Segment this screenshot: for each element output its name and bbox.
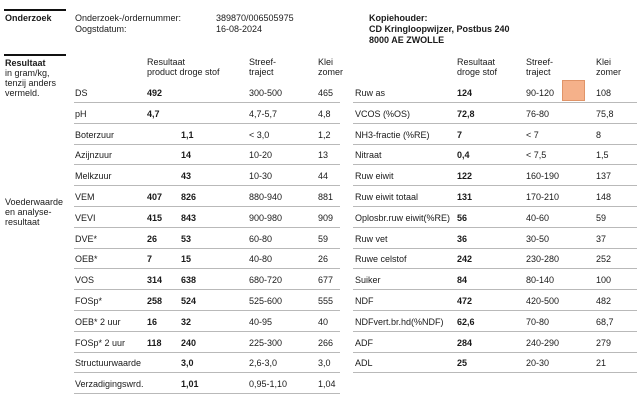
left-row-name: OEB* 2 uur: [75, 317, 121, 327]
right-row-dry-value: 131: [457, 192, 473, 202]
right-row-target: 40-60: [526, 213, 550, 223]
left-row-divider: [74, 102, 340, 103]
left-row-dry-value: 32: [181, 317, 192, 327]
right-row-dry-value: 7: [457, 130, 463, 140]
right-row-name: VCOS (%OS): [355, 109, 411, 119]
left-row-divider: [74, 331, 340, 332]
left-row-clay: 59: [318, 234, 329, 244]
result-section-subtitle-3: vermeld.: [5, 88, 40, 98]
right-row-name: Ruw eiwit: [355, 171, 394, 181]
left-row-dry-value: 1,1: [181, 130, 194, 140]
right-row-clay: 37: [596, 234, 607, 244]
right-header-result-2: droge stof: [457, 67, 498, 77]
right-row-divider: [353, 206, 637, 207]
right-row-name: Ruw eiwit totaal: [355, 192, 419, 202]
left-row-clay: 26: [318, 254, 329, 264]
right-row-target: 170-210: [526, 192, 560, 202]
left-row-dry-value: 14: [181, 150, 192, 160]
left-row-target: 10-30: [249, 171, 273, 181]
left-header-result-2: product droge stof: [147, 67, 220, 77]
left-row-dry-value: 1,01: [181, 379, 199, 389]
left-row-name: Boterzuur: [75, 130, 115, 140]
right-row-divider: [353, 289, 637, 290]
left-row-name: Melkzuur: [75, 171, 112, 181]
left-row-divider: [74, 310, 340, 311]
left-row-clay: 13: [318, 150, 329, 160]
left-row-clay: 266: [318, 338, 334, 348]
left-row-target: 680-720: [249, 275, 283, 285]
right-row-name: Ruwe celstof: [355, 254, 407, 264]
left-row-dry-value: 3,0: [181, 358, 194, 368]
right-row-clay: 108: [596, 88, 612, 98]
left-row-clay: 3,0: [318, 358, 331, 368]
harvest-date-value: 16-08-2024: [216, 24, 263, 34]
left-row-dry-value: 53: [181, 234, 192, 244]
right-row-dry-value: 84: [457, 275, 468, 285]
right-row-target: 30-50: [526, 234, 550, 244]
left-row-name: Verzadigingswrd.: [75, 379, 144, 389]
right-row-dry-value: 25: [457, 358, 468, 368]
right-row-divider: [353, 248, 637, 249]
left-header-clay-1: Klei: [318, 57, 334, 67]
left-row-target: 225-300: [249, 338, 283, 348]
right-row-dry-value: 56: [457, 213, 468, 223]
copy-holder-line-2: 8000 AE ZWOLLE: [369, 35, 445, 45]
feed-section-line-1: Voederwaarde: [5, 197, 64, 207]
copy-holder-title: Kopiehouder:: [369, 13, 428, 23]
right-row-clay: 279: [596, 338, 612, 348]
left-row-clay: 555: [318, 296, 334, 306]
left-row-dry-value: 826: [181, 192, 197, 202]
left-row-target: 0,95-1,10: [249, 379, 288, 389]
left-row-target: < 3,0: [249, 130, 270, 140]
left-row-divider: [74, 144, 340, 145]
right-row-name: Suiker: [355, 275, 381, 285]
left-row-product-value: 407: [147, 192, 163, 202]
order-number-label: Onderzoek-/ordernummer:: [75, 13, 182, 23]
right-row-dry-value: 472: [457, 296, 473, 306]
left-row-clay: 465: [318, 88, 334, 98]
right-header-target-1: Streef-: [526, 57, 554, 67]
left-row-name: VEM: [75, 192, 95, 202]
right-row-target: 20-30: [526, 358, 550, 368]
left-row-divider: [74, 248, 340, 249]
right-row-target: 240-290: [526, 338, 560, 348]
right-row-name: ADL: [355, 358, 373, 368]
left-row-target: 525-600: [249, 296, 283, 306]
right-row-dry-value: 0,4: [457, 150, 470, 160]
right-row-target: 70-80: [526, 317, 550, 327]
right-row-name: NH3-fractie (%RE): [355, 130, 430, 140]
left-row-product-value: 415: [147, 213, 163, 223]
result-section-subtitle-2: tenzij anders: [5, 78, 57, 88]
left-header-clay-2: zomer: [318, 67, 344, 77]
left-row-clay: 4,8: [318, 109, 331, 119]
left-row-name: Structuurwaarde: [75, 358, 142, 368]
right-row-clay: 148: [596, 192, 612, 202]
left-row-name: DVE*: [75, 234, 98, 244]
right-row-dry-value: 72,8: [457, 109, 475, 119]
right-row-clay: 482: [596, 296, 612, 306]
left-row-name: VEVI: [75, 213, 96, 223]
right-row-divider: [353, 310, 637, 311]
right-row-dry-value: 242: [457, 254, 473, 264]
left-row-product-value: 7: [147, 254, 153, 264]
right-row-name: ADF: [355, 338, 373, 348]
left-row-clay: 909: [318, 213, 334, 223]
left-row-dry-value: 43: [181, 171, 192, 181]
left-row-name: FOSp*: [75, 296, 103, 306]
right-row-divider: [353, 227, 637, 228]
right-row-name: NDF: [355, 296, 374, 306]
left-row-name: OEB*: [75, 254, 98, 264]
left-row-product-value: 492: [147, 88, 163, 98]
right-row-divider: [353, 268, 637, 269]
left-row-product-value: 26: [147, 234, 158, 244]
right-row-divider: [353, 123, 637, 124]
right-row-dry-value: 124: [457, 88, 473, 98]
right-row-divider: [353, 102, 637, 103]
left-row-divider: [74, 372, 340, 373]
right-row-name: Ruw vet: [355, 234, 388, 244]
right-row-divider: [353, 144, 637, 145]
right-row-dry-value: 122: [457, 171, 473, 181]
left-row-target: 4,7-5,7: [249, 109, 278, 119]
right-row-target: 160-190: [526, 171, 560, 181]
left-row-name: VOS: [75, 275, 95, 285]
right-row-clay: 137: [596, 171, 612, 181]
right-row-target: 76-80: [526, 109, 550, 119]
left-row-target: 40-95: [249, 317, 273, 327]
right-row-divider: [353, 352, 637, 353]
left-row-name: pH: [75, 109, 87, 119]
right-row-clay: 8: [596, 130, 602, 140]
right-row-clay: 68,7: [596, 317, 614, 327]
right-row-dry-value: 36: [457, 234, 468, 244]
right-row-divider: [353, 372, 637, 373]
right-row-target: < 7: [526, 130, 539, 140]
left-row-name: DS: [75, 88, 88, 98]
right-header-result-1: Resultaat: [457, 57, 496, 67]
right-row-dry-value: 62,6: [457, 317, 475, 327]
left-row-target: 900-980: [249, 213, 283, 223]
left-row-clay: 44: [318, 171, 329, 181]
right-header-clay-1: Klei: [596, 57, 612, 67]
left-row-dry-value: 843: [181, 213, 197, 223]
left-row-divider: [74, 393, 340, 394]
section-rule-left: [4, 54, 66, 56]
right-row-target: 230-280: [526, 254, 560, 264]
left-row-target: 40-80: [249, 254, 273, 264]
left-row-clay: 1,2: [318, 130, 331, 140]
right-header-clay-2: zomer: [596, 67, 622, 77]
right-row-target: < 7,5: [526, 150, 547, 160]
left-header-target-1: Streef-: [249, 57, 277, 67]
left-header-result-1: Resultaat: [147, 57, 186, 67]
right-row-clay: 21: [596, 358, 607, 368]
left-row-dry-value: 240: [181, 338, 197, 348]
left-row-divider: [74, 123, 340, 124]
left-row-target: 300-500: [249, 88, 283, 98]
left-row-divider: [74, 227, 340, 228]
left-row-divider: [74, 352, 340, 353]
left-row-name: Azijnzuur: [75, 150, 113, 160]
result-section-title: Resultaat: [5, 58, 46, 68]
right-row-clay: 1,5: [596, 150, 609, 160]
left-row-product-value: 314: [147, 275, 163, 285]
right-row-target: 420-500: [526, 296, 560, 306]
right-row-clay: 59: [596, 213, 607, 223]
right-row-clay: 100: [596, 275, 612, 285]
deviation-flag: [562, 80, 585, 101]
right-header-target-2: traject: [526, 67, 551, 77]
left-row-clay: 1,04: [318, 379, 336, 389]
left-row-clay: 677: [318, 275, 334, 285]
left-header-target-2: traject: [249, 67, 274, 77]
right-row-name: Ruw as: [355, 88, 386, 98]
feed-section-line-3: resultaat: [5, 217, 40, 227]
left-row-divider: [74, 185, 340, 186]
left-row-dry-value: 638: [181, 275, 197, 285]
copy-holder-line-1: CD Kringloopwijzer, Postbus 240: [369, 24, 510, 34]
left-row-divider: [74, 164, 340, 165]
right-row-name: Oplosbr.ruw eiwit(%RE): [355, 213, 451, 223]
left-row-product-value: 258: [147, 296, 163, 306]
left-row-dry-value: 15: [181, 254, 192, 264]
left-row-divider: [74, 268, 340, 269]
right-row-name: NDFvert.br.hd(%NDF): [355, 317, 444, 327]
left-row-product-value: 118: [147, 338, 162, 348]
left-row-target: 880-940: [249, 192, 283, 202]
left-row-divider: [74, 289, 340, 290]
right-row-target: 90-120: [526, 88, 555, 98]
result-section-subtitle-1: in gram/kg,: [5, 68, 50, 78]
left-row-target: 10-20: [249, 150, 273, 160]
feed-section-line-2: en analyse-: [5, 207, 52, 217]
left-row-dry-value: 524: [181, 296, 197, 306]
left-row-target: 60-80: [249, 234, 273, 244]
right-row-clay: 252: [596, 254, 612, 264]
left-row-product-value: 16: [147, 317, 158, 327]
right-row-divider: [353, 185, 637, 186]
right-row-divider: [353, 164, 637, 165]
left-row-target: 2,6-3,0: [249, 358, 278, 368]
left-row-clay: 40: [318, 317, 329, 327]
right-row-dry-value: 284: [457, 338, 473, 348]
left-row-product-value: 4,7: [147, 109, 160, 119]
right-row-target: 80-140: [526, 275, 555, 285]
header-rule-left: [4, 9, 66, 11]
header-label: Onderzoek: [5, 13, 52, 23]
left-row-clay: 881: [318, 192, 334, 202]
harvest-date-label: Oogstdatum:: [75, 24, 127, 34]
right-row-clay: 75,8: [596, 109, 614, 119]
order-number-value: 389870/006505975: [216, 13, 294, 23]
right-row-name: Nitraat: [355, 150, 382, 160]
left-row-divider: [74, 206, 340, 207]
left-row-name: FOSp* 2 uur: [75, 338, 126, 348]
right-row-divider: [353, 331, 637, 332]
